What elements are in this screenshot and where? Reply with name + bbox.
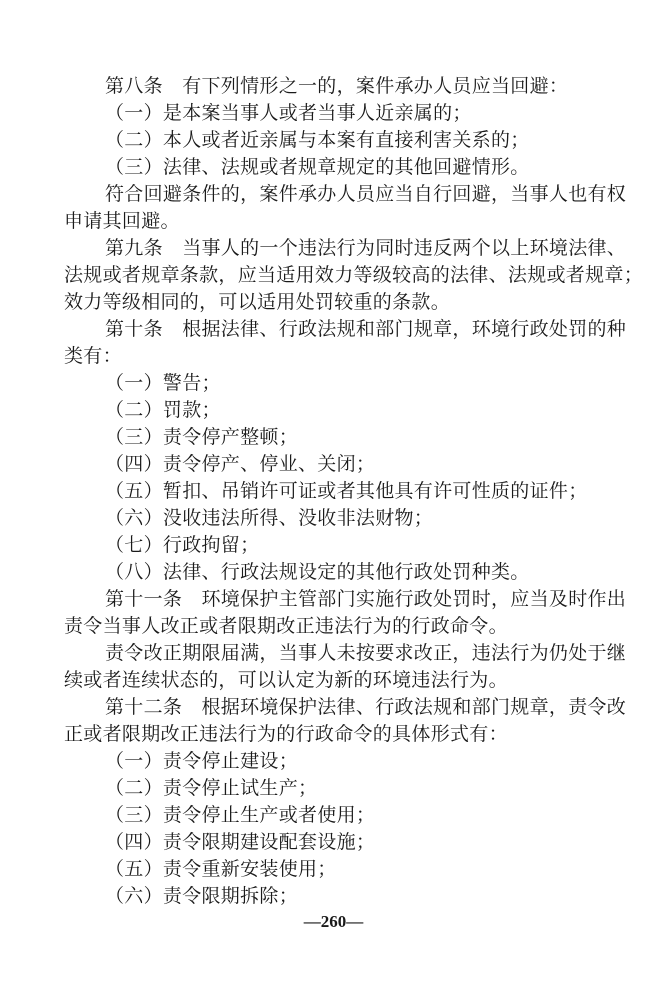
page-number: —260— (303, 912, 364, 931)
text-line: 第十二条 根据环境保护法律、行政法规和部门规章，责令改 (105, 696, 627, 718)
text-line: （五）暂扣、吊销许可证或者其他具有许可性质的证件； (105, 480, 588, 502)
text-line: 责令当事人改正或者限期改正违法行为的行政命令。 (64, 615, 508, 637)
text-line: （一）警告； (105, 372, 221, 394)
text-line: （二）本人或者近亲属与本案有直接利害关系的； (105, 129, 530, 151)
text-line: （一）是本案当事人或者当事人近亲属的； (105, 102, 472, 124)
text-line: （四）责令限期建设配套设施； (105, 831, 376, 853)
text-line: 第十条 根据法律、行政法规和部门规章，环境行政处罚的种 (105, 318, 627, 340)
text-line: （三）责令停产整顿； (105, 426, 299, 448)
text-line: 申请其回避。 (64, 210, 180, 232)
text-line: 第十一条 环境保护主管部门实施行政处罚时，应当及时作出 (105, 588, 627, 610)
text-line: （三）责令停止生产或者使用； (105, 804, 376, 826)
text-line: （五）责令重新安装使用； (105, 858, 337, 880)
text-line: （六）责令限期拆除； (105, 885, 299, 907)
text-line: 续或者连续状态的，可以认定为新的环境违法行为。 (64, 669, 508, 691)
text-line: （二）责令停止试生产； (105, 777, 318, 799)
text-line: 责令改正期限届满，当事人未按要求改正，违法行为仍处于继 (105, 642, 627, 664)
text-line: 正或者限期改正违法行为的行政命令的具体形式有： (64, 723, 508, 745)
text-line: 效力等级相同的，可以适用处罚较重的条款。 (64, 291, 451, 313)
text-line: （三）法律、法规或者规章规定的其他回避情形。 (105, 156, 530, 178)
text-line: （六）没收违法所得、没收非法财物； (105, 507, 434, 529)
text-line: 法规或者规章条款，应当适用效力等级较高的法律、法规或者规章； (64, 264, 644, 286)
text-line: 第九条 当事人的一个违法行为同时违反两个以上环境法律、 (105, 237, 627, 259)
text-line: （四）责令停产、停业、关闭； (105, 453, 376, 475)
text-line: （七）行政拘留； (105, 534, 260, 556)
text-line: （二）罚款； (105, 399, 221, 421)
text-line: （一）责令停止建设； (105, 750, 299, 772)
text-line: （八）法律、行政法规设定的其他行政处罚种类。 (105, 561, 530, 583)
text-line: 第八条 有下列情形之一的，案件承办人员应当回避： (105, 75, 569, 97)
text-line: 类有： (64, 345, 122, 367)
text-line: 符合回避条件的，案件承办人员应当自行回避，当事人也有权 (105, 183, 627, 205)
